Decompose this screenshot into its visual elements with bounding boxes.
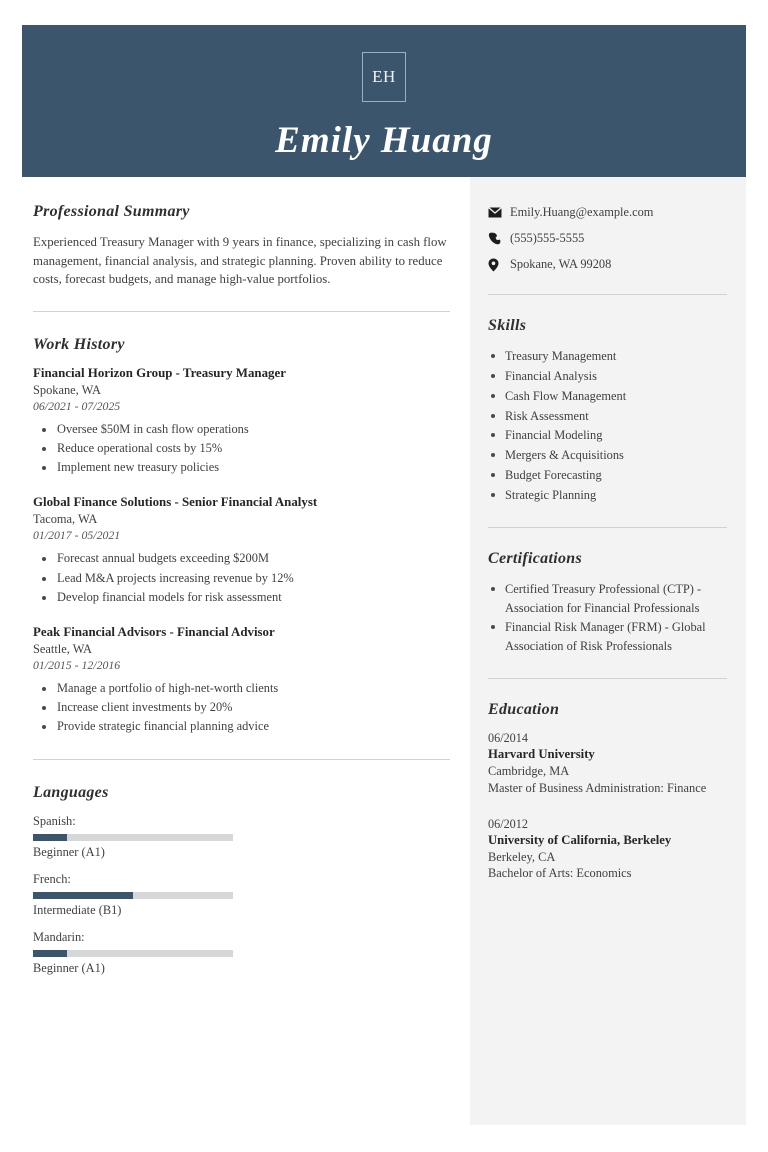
language-level: Beginner (A1) xyxy=(33,844,105,859)
candidate-name: Emily Huang xyxy=(275,120,493,161)
main-divider-2 xyxy=(33,759,450,760)
list-item: Mergers & Acquisitions xyxy=(488,446,727,465)
education-location: Berkeley, CA xyxy=(488,849,556,864)
language-level: Intermediate (B1) xyxy=(33,902,122,917)
list-item: Treasury Management xyxy=(488,347,727,366)
job-bullets xyxy=(33,679,450,737)
job-bullets xyxy=(33,549,450,607)
sidebar-divider-3 xyxy=(488,678,727,679)
certifications-section xyxy=(488,550,727,656)
language-name: Mandarin: xyxy=(33,929,85,944)
job-title: Global Finance Solutions - Senior Financial Analyst xyxy=(33,495,318,510)
language-proficiency-bar xyxy=(33,950,233,957)
summary-title: Professional Summary xyxy=(33,203,190,220)
language-level: Beginner (A1) xyxy=(33,960,105,975)
education-degree: Bachelor of Arts: Economics xyxy=(488,866,632,881)
job-entry xyxy=(33,495,450,607)
contact-section xyxy=(488,205,727,272)
list-item: Manage a portfolio of high-net-worth clients xyxy=(33,679,450,698)
list-item: Forecast annual budgets exceeding $200M xyxy=(33,549,450,568)
list-item: Oversee $50M in cash flow operations xyxy=(33,420,450,439)
language-proficiency-fill xyxy=(33,834,67,841)
list-item: Increase client investments by 20% xyxy=(33,698,450,717)
list-item: Financial Risk Manager (FRM) - Global Association of Risk Professionals xyxy=(488,618,727,656)
language-entry xyxy=(33,814,246,860)
phone-icon xyxy=(488,232,510,245)
list-item: Develop financial models for risk assessment xyxy=(33,588,450,607)
language-proficiency-fill xyxy=(33,892,133,899)
list-item: Strategic Planning xyxy=(488,486,727,505)
certifications-list xyxy=(488,580,727,656)
skills-list xyxy=(488,347,727,505)
job-dates: 01/2015 - 12/2016 xyxy=(33,657,121,672)
list-item: Financial Analysis xyxy=(488,367,727,386)
list-item: Risk Assessment xyxy=(488,407,727,426)
list-item: Reduce operational costs by 15% xyxy=(33,439,450,458)
list-item: Cash Flow Management xyxy=(488,387,727,406)
monogram-badge xyxy=(362,52,406,102)
summary-text: Experienced Treasury Manager with 9 years in finance, specializing in cash flow management, financial analysis, and strategic planning. Proven ability to reduce costs, forecast budgets, and manage high-value portfolios. xyxy=(33,235,447,287)
skills-title: Skills xyxy=(488,317,527,334)
job-dates: 06/2021 - 07/2025 xyxy=(33,398,121,413)
list-item: Budget Forecasting xyxy=(488,466,727,485)
language-name: French: xyxy=(33,871,71,886)
list-item: Implement new treasury policies xyxy=(33,458,450,477)
skills-section xyxy=(488,317,727,505)
job-entry xyxy=(33,366,450,478)
certifications-title: Certifications xyxy=(488,549,582,567)
list-item: Certified Treasury Professional (CTP) - Association for Financial Professionals xyxy=(488,580,727,618)
education-school: Harvard University xyxy=(488,747,595,762)
job-location: Seattle, WA xyxy=(33,641,92,656)
languages-grid xyxy=(33,814,450,988)
resume-header xyxy=(22,25,746,177)
language-name: Spanish: xyxy=(33,813,76,828)
sidebar-divider-1 xyxy=(488,294,727,295)
language-entry xyxy=(33,930,246,976)
contact-location-row xyxy=(488,257,727,272)
education-entry xyxy=(488,817,727,882)
main-divider-1 xyxy=(33,311,450,312)
language-proficiency-fill xyxy=(33,950,67,957)
sidebar-divider-2 xyxy=(488,527,727,528)
education-date: 06/2014 xyxy=(488,731,528,746)
envelope-icon xyxy=(488,207,510,218)
language-entry xyxy=(33,872,246,918)
sidebar-panel xyxy=(470,177,746,1125)
main-column xyxy=(22,177,470,988)
education-title: Education xyxy=(488,701,560,719)
contact-email-text: Emily.Huang@example.com xyxy=(510,205,654,219)
job-title: Peak Financial Advisors - Financial Advisor xyxy=(33,624,275,639)
languages-title: Languages xyxy=(33,783,109,801)
monogram-initials: EH xyxy=(372,67,396,86)
job-dates: 01/2017 - 05/2021 xyxy=(33,528,121,543)
language-proficiency-bar xyxy=(33,834,233,841)
job-title: Financial Horizon Group - Treasury Manager xyxy=(33,365,286,380)
contact-email-row[interactable] xyxy=(488,205,727,220)
list-item: Lead M&A projects increasing revenue by 12% xyxy=(33,569,450,588)
education-section xyxy=(488,701,727,882)
work-history-title: Work History xyxy=(33,335,125,353)
education-location: Cambridge, MA xyxy=(488,764,570,779)
education-entry xyxy=(488,731,727,796)
contact-phone-text: (555)555-5555 xyxy=(510,231,585,245)
job-location: Spokane, WA xyxy=(33,382,101,397)
list-item: Provide strategic financial planning advice xyxy=(33,717,450,736)
contact-phone-row[interactable] xyxy=(488,231,727,246)
contact-location-text: Spokane, WA 99208 xyxy=(510,257,612,271)
language-proficiency-bar xyxy=(33,892,233,899)
job-entry xyxy=(33,625,450,737)
languages-section xyxy=(33,784,450,988)
job-bullets xyxy=(33,420,450,478)
education-degree: Master of Business Administration: Finance xyxy=(488,780,707,795)
list-item: Financial Modeling xyxy=(488,426,727,445)
summary-section xyxy=(33,203,450,289)
education-date: 06/2012 xyxy=(488,816,528,831)
education-school: University of California, Berkeley xyxy=(488,832,672,847)
job-location: Tacoma, WA xyxy=(33,512,98,527)
work-history-section xyxy=(33,336,450,737)
location-pin-icon xyxy=(488,258,510,272)
